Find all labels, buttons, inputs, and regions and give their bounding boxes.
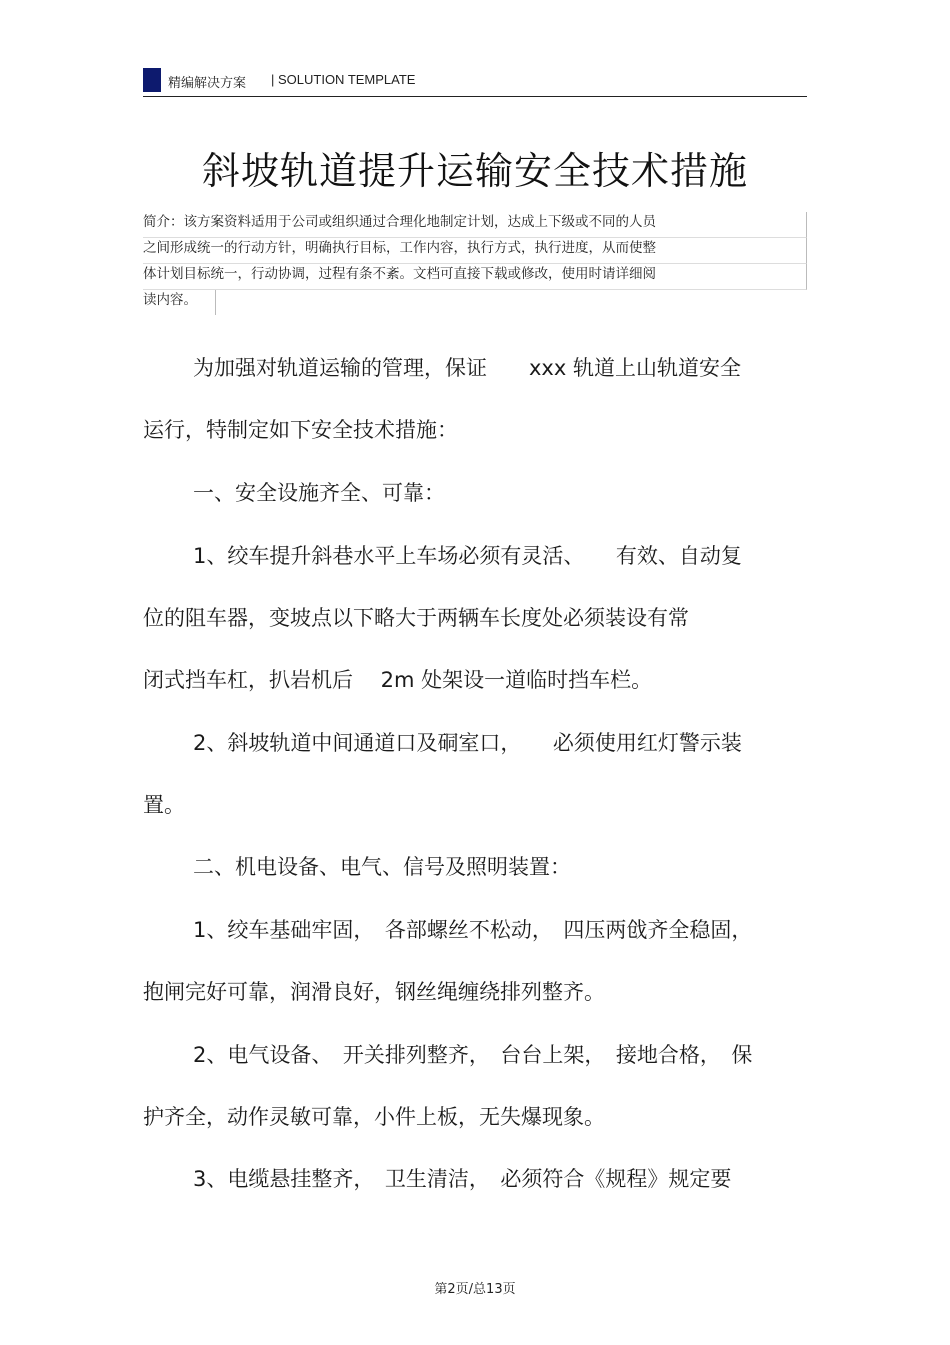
body-line: 为加强对轨道运输的管理，保证 xxx 轨道上山轨道安全 <box>193 356 741 380</box>
summary-line: 之间形成统一的行动方针，明确执行目标，工作内容，执行方式，执行进度，从而使整 <box>143 238 807 264</box>
body-line: 运行，特制定如下安全技术措施： <box>143 418 458 442</box>
body-line: 抱闸完好可靠，润滑良好，钢丝绳缠绕排列整齐。 <box>143 980 605 1004</box>
body-line: 3、电缆悬挂整齐， 卫生清洁， 必须符合《规程》规定要 <box>193 1167 732 1191</box>
body-line: 1、绞车提升斜巷水平上车场必须有灵活、 有效、自动复 <box>193 544 742 568</box>
body-line: 闭式挡车杠，扒岩机后 2m 处架设一道临时挡车栏。 <box>143 668 653 692</box>
section-heading: 一、安全设施齐全、可靠： <box>193 481 445 505</box>
page-header <box>143 66 807 97</box>
body-line: 护齐全，动作灵敏可靠，小件上板，无失爆现象。 <box>143 1105 605 1129</box>
brand-label: 精编解决方案 <box>168 76 247 91</box>
summary-line: 体计划目标统一，行动协调，过程有条不紊。文档可直接下载或修改，使用时请详细阅 <box>143 264 807 290</box>
document-title: 斜坡轨道提升运输安全技术措施 <box>201 149 748 193</box>
body-line: 置。 <box>143 793 185 817</box>
body-line: 位的阻车器，变坡点以下略大于两辆车长度处必须装设有常 <box>143 606 689 630</box>
page-number: 第2页/总13页 <box>434 1282 516 1297</box>
template-label: | SOLUTION TEMPLATE <box>271 72 416 87</box>
body-line: 2、斜坡轨道中间通道口及硐室口， 必须使用红灯警示装 <box>193 731 742 755</box>
summary-box <box>143 212 807 315</box>
body-line: 2、电气设备、 开关排列整齐， 台台上架， 接地合格， 保 <box>193 1043 753 1067</box>
document-logo-icon <box>143 68 161 92</box>
section-heading: 二、机电设备、电气、信号及照明装置： <box>193 855 571 879</box>
summary-line: 读内容。 <box>143 290 216 315</box>
body-line: 1、绞车基础牢固， 各部螺丝不松动， 四压两戗齐全稳固， <box>193 918 753 942</box>
summary-line: 简介：该方案资料适用于公司或组织通过合理化地制定计划，达成上下级或不同的人员 <box>143 212 807 238</box>
